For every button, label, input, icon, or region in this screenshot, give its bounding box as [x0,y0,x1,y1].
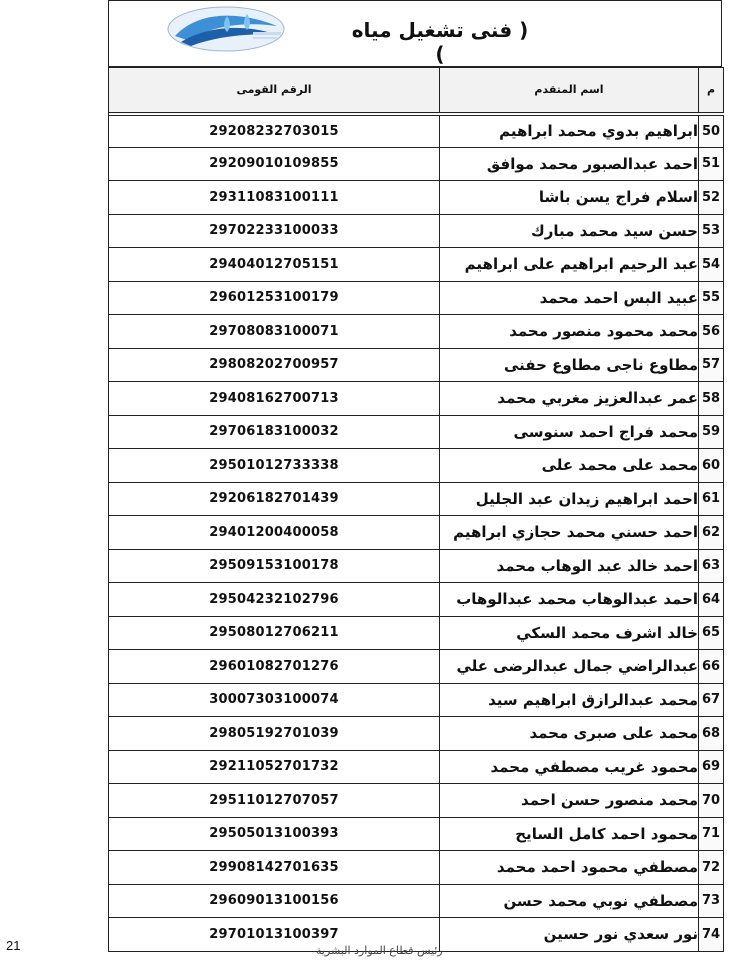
row-number: 51 [699,147,724,181]
applicant-name: مصطفي محمود احمد محمد [440,851,699,885]
table-row [109,181,724,215]
row-number: 63 [699,549,724,583]
row-number: 62 [699,516,724,550]
applicant-name: عبدالراضي جمال عبدالرضى علي [440,650,699,684]
national-id: 29404012705151 [109,248,440,282]
national-id: 29808202700957 [109,348,440,382]
national-id: 29601253100179 [109,281,440,315]
applicant-name: عبيد البس احمد محمد [440,281,699,315]
applicant-name: محمد عبدالرازق ابراهيم سيد [440,683,699,717]
table-row [109,147,724,181]
table-row [109,348,724,382]
national-id: 29508012706211 [109,616,440,650]
national-id: 29706183100032 [109,415,440,449]
national-id: 29501012733338 [109,449,440,483]
table-row [109,248,724,282]
row-number: 50 [699,114,724,148]
column-header-national-id: الرقم القومى [109,68,440,114]
document-sheet [108,0,722,946]
table-row [109,482,724,516]
row-number: 53 [699,214,724,248]
applicant-name: احمد عبدالصبور محمد موافق [440,147,699,181]
row-number: 69 [699,750,724,784]
document-header [109,1,721,67]
applicant-name: احمد عبدالوهاب محمد عبدالوهاب [440,583,699,617]
applicant-name: عمر عبدالعزيز مغربي محمد [440,382,699,416]
company-logo [167,6,285,52]
applicant-name: محمود غريب مصطفي محمد [440,750,699,784]
table-row [109,817,724,851]
row-number: 60 [699,449,724,483]
national-id: 29311083100111 [109,181,440,215]
table-row [109,549,724,583]
row-number: 65 [699,616,724,650]
row-number: 57 [699,348,724,382]
national-id: 29609013100156 [109,884,440,918]
table-row [109,281,724,315]
national-id: 29505013100393 [109,817,440,851]
column-header-name: اسم المتقدم [440,68,699,114]
table-row [109,449,724,483]
applicant-name: مصطفي نوبي محمد حسن [440,884,699,918]
table-row [109,214,724,248]
row-number: 54 [699,248,724,282]
page-number: 21 [6,938,21,953]
national-id: 29708083100071 [109,315,440,349]
row-number: 64 [699,583,724,617]
row-number: 61 [699,482,724,516]
national-id: 29208232703015 [109,114,440,148]
national-id: 29408162700713 [109,382,440,416]
applicant-name: محمد على صبرى محمد [440,717,699,751]
table-row [109,415,724,449]
applicant-name: محمد محمود منصور محمد [440,315,699,349]
applicant-name: محمد منصور حسن احمد [440,784,699,818]
national-id: 29511012707057 [109,784,440,818]
table-row [109,315,724,349]
applicant-name: محمد فراج احمد سنوسى [440,415,699,449]
national-id: 29401200400058 [109,516,440,550]
applicant-name: حسن سيد محمد مبارك [440,214,699,248]
row-number: 70 [699,784,724,818]
applicant-name: احمد ابراهيم زيدان عبد الجليل [440,482,699,516]
table-row [109,683,724,717]
national-id: 29702233100033 [109,214,440,248]
row-number: 73 [699,884,724,918]
national-id: 29601082701276 [109,650,440,684]
applicant-name: محمود احمد كامل السايح [440,817,699,851]
applicant-name: عبد الرحيم ابراهيم على ابراهيم [440,248,699,282]
table-row [109,784,724,818]
table-row [109,750,724,784]
applicant-name: ابراهيم بدوي محمد ابراهيم [440,114,699,148]
table-row [109,851,724,885]
row-number: 56 [699,315,724,349]
national-id: 29209010109855 [109,147,440,181]
table-header-row [109,68,724,114]
table-row [109,884,724,918]
national-id: 29805192701039 [109,717,440,751]
applicant-name: نور سعدي نور حسين [440,918,699,952]
row-number: 55 [699,281,724,315]
row-number: 52 [699,181,724,215]
applicant-name: اسلام فراج يسن باشا [440,181,699,215]
table-row [109,382,724,416]
row-number: 71 [699,817,724,851]
table-row [109,717,724,751]
national-id: 29504232102796 [109,583,440,617]
national-id: 29701013100397 [109,918,440,952]
table-row [109,114,724,148]
row-number: 74 [699,918,724,952]
row-number: 59 [699,415,724,449]
national-id: 29211052701732 [109,750,440,784]
row-number: 67 [699,683,724,717]
row-number: 68 [699,717,724,751]
applicant-name: مطاوع ناجى مطاوع حفنى [440,348,699,382]
table-row [109,583,724,617]
applicant-name: خالد اشرف محمد السكي [440,616,699,650]
document-title: ( فنى تشغيل مياه ) [351,18,529,66]
national-id: 29908142701635 [109,851,440,885]
applicant-name: احمد حسني محمد حجازي ابراهيم [440,516,699,550]
national-id: 29509153100178 [109,549,440,583]
applicants-table [108,67,724,952]
row-number: 66 [699,650,724,684]
row-number: 58 [699,382,724,416]
applicant-name: احمد خالد عبد الوهاب محمد [440,549,699,583]
national-id: 30007303100074 [109,683,440,717]
national-id: 29206182701439 [109,482,440,516]
table-row [109,516,724,550]
table-row [109,616,724,650]
row-number: 72 [699,851,724,885]
table-row [109,650,724,684]
signature-line: رئيس قطاع الموارد البشرية [316,944,443,957]
column-header-number: م [699,68,724,114]
applicant-name: محمد على محمد على [440,449,699,483]
